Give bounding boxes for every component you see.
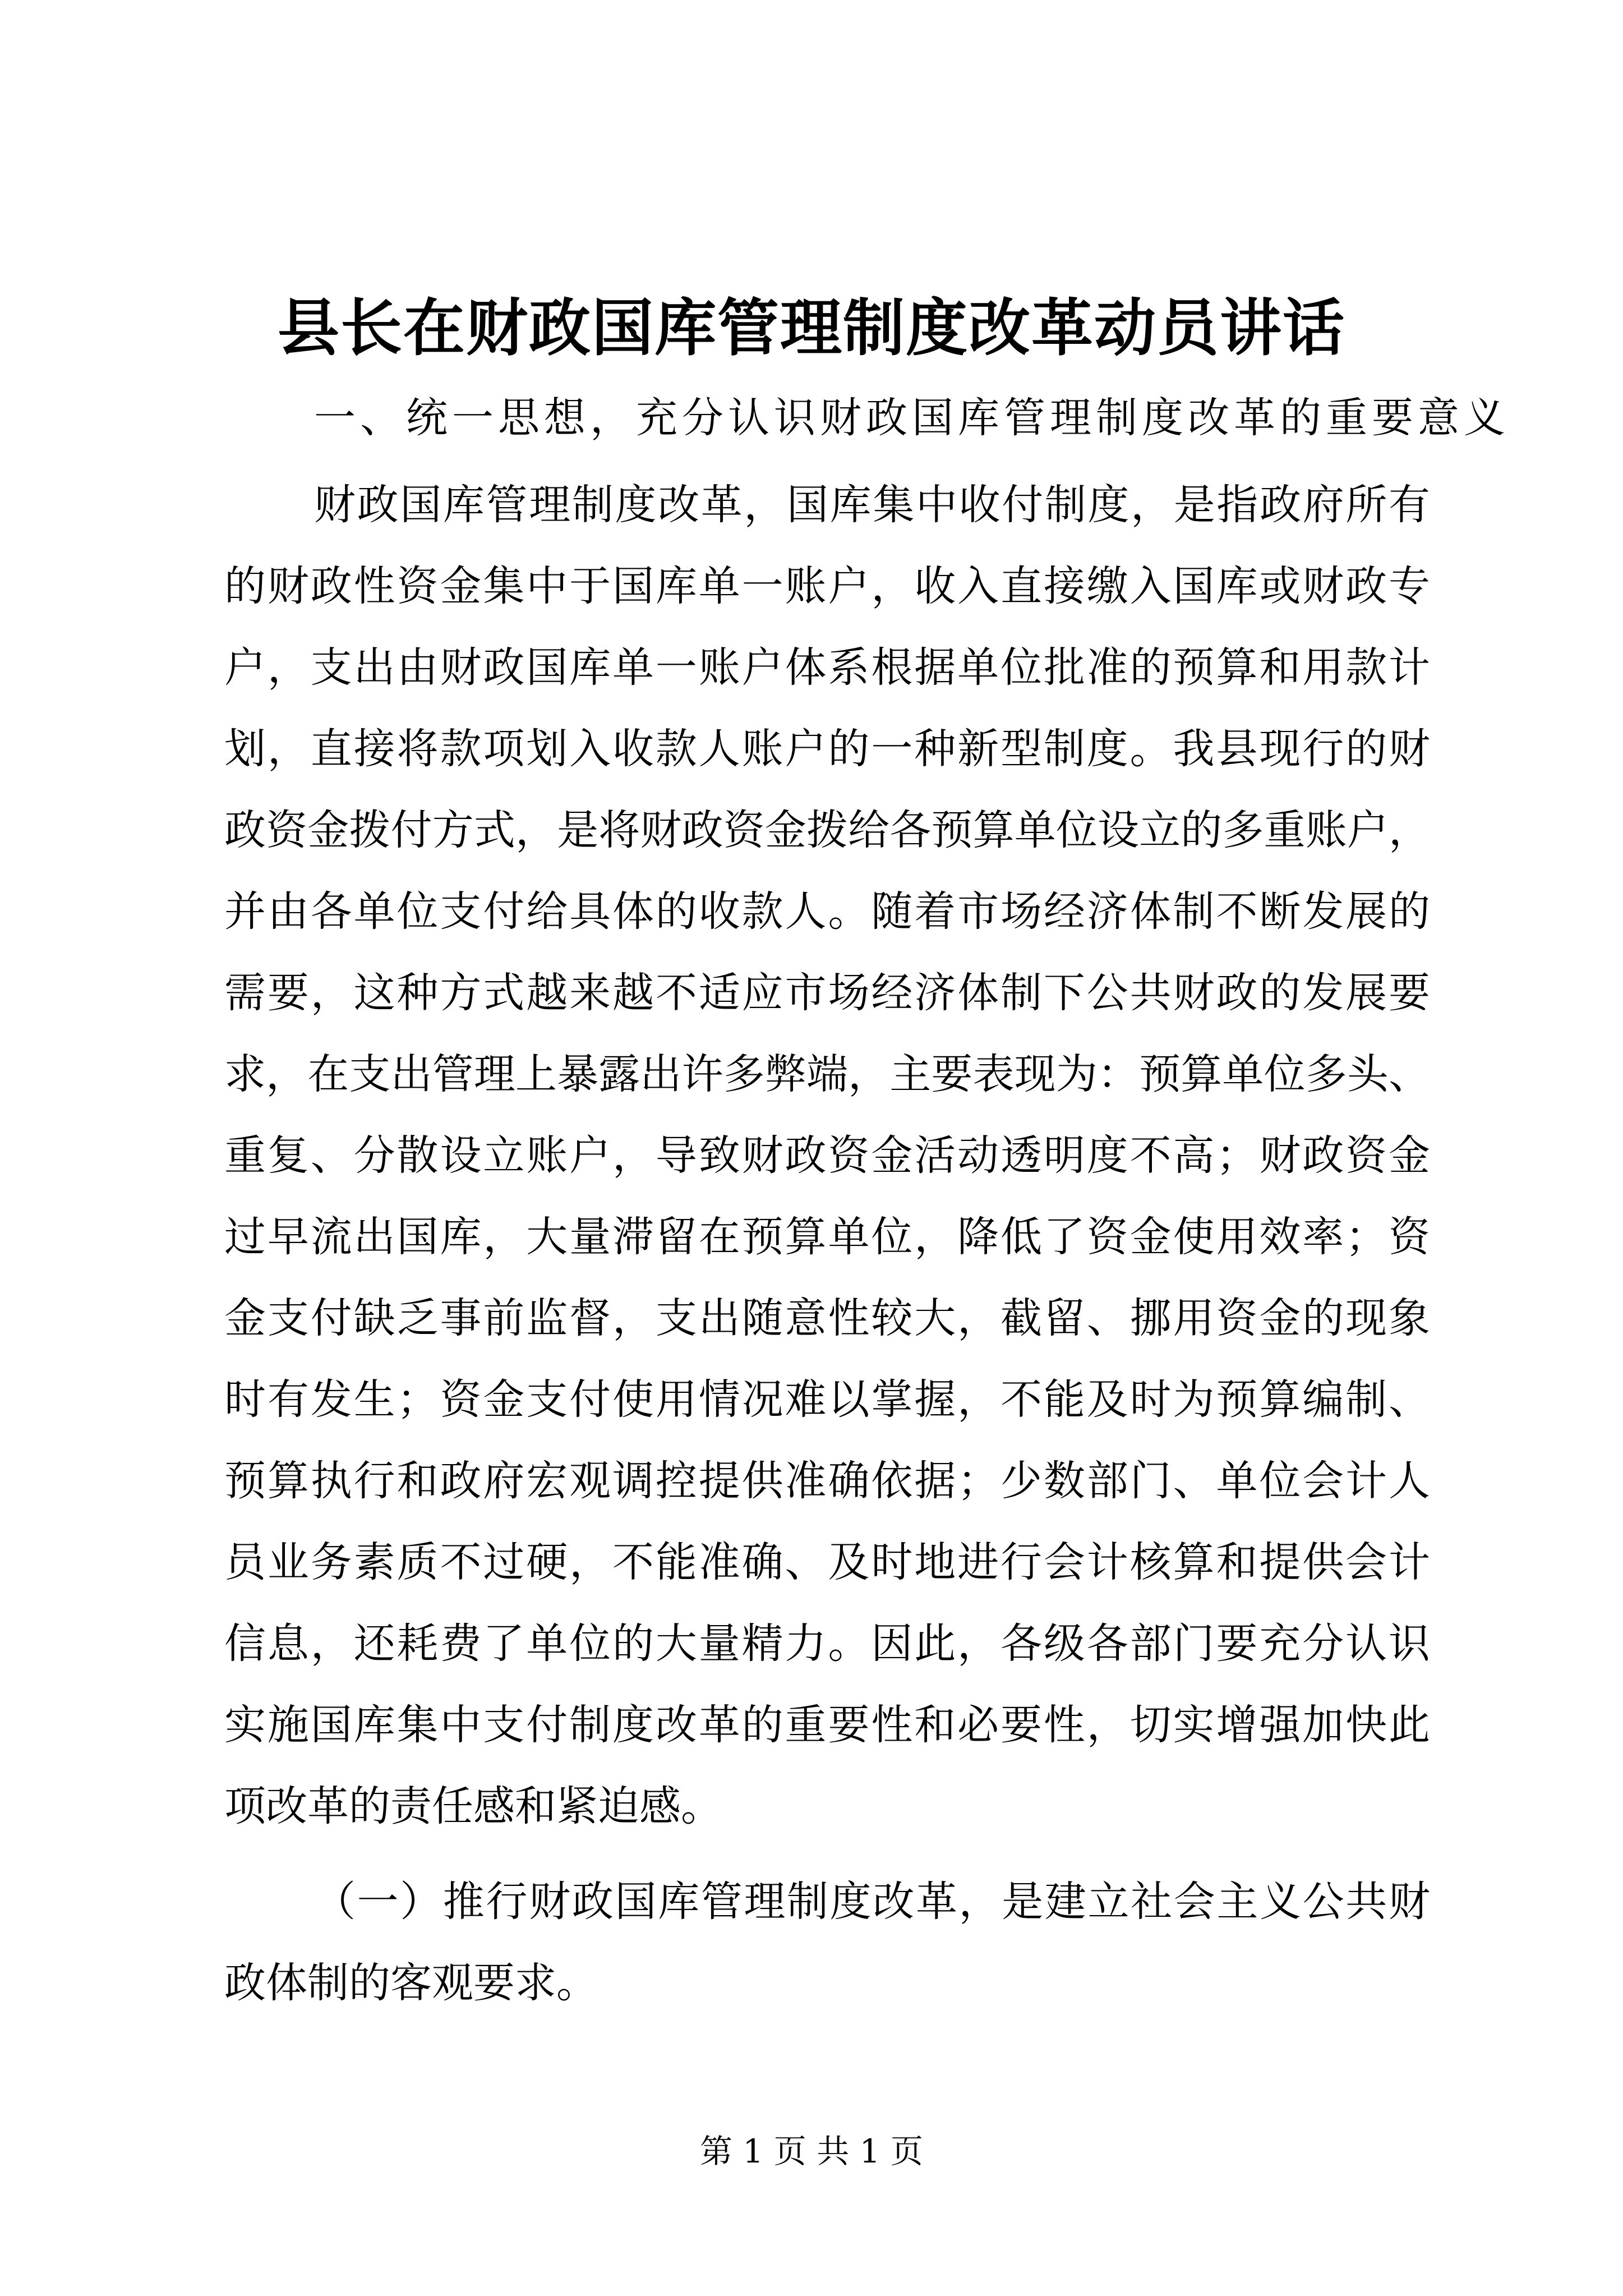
paragraph-line: 并由各单位支付给具体的收款人。随着市场经济体制不断发展的 (224, 887, 1430, 936)
paragraph-line: 信息，还耗费了单位的大量精力。因此，各级各部门要充分认识 (224, 1619, 1430, 1668)
paragraph-line: 户，支出由财政国库单一账户体系根据单位批准的预算和用款计 (224, 643, 1430, 692)
paragraph-line: 政体制的客观要求。 (224, 1959, 598, 2007)
paragraph-line: 时有发生；资金支付使用情况难以掌握，不能及时为预算编制、 (224, 1375, 1430, 1424)
paragraph-line: 员业务素质不过硬，不能准确、及时地进行会计核算和提供会计 (224, 1538, 1430, 1586)
paragraph-line: （一）推行财政国库管理制度改革，是建立社会主义公共财 (314, 1878, 1430, 1926)
paragraph-line: 求，在支出管理上暴露出许多弊端，主要表现为：预算单位多头、 (224, 1050, 1430, 1098)
paragraph-line: 预算执行和政府宏观调控提供准确依据；少数部门、单位会计人 (224, 1457, 1430, 1505)
page-footer: 第 1 页 共 1 页 (700, 2132, 923, 2170)
paragraph-line: 重复、分散设立账户，导致财政资金活动透明度不高；财政资金 (224, 1131, 1430, 1180)
section-heading: 一、统一思想，充分认识财政国库管理制度改革的重要意义 (314, 394, 1510, 442)
paragraph-line: 划，直接将款项划入收款人账户的一种新型制度。我县现行的财 (224, 725, 1430, 773)
paragraph-line: 需要，这种方式越来越不适应市场经济体制下公共财政的发展要 (224, 969, 1430, 1017)
document-title: 县长在财政国库管理制度改革动员讲话 (278, 292, 1345, 364)
paragraph-line: 的财政性资金集中于国库单一账户，收入直接缴入国库或财政专 (224, 562, 1430, 610)
paragraph-line: 过早流出国库，大量滞留在预算单位，降低了资金使用效率；资 (224, 1213, 1430, 1261)
paragraph-line: 项改革的责任感和紧迫感。 (224, 1782, 722, 1830)
paragraph-line: 金支付缺乏事前监督，支出随意性较大，截留、挪用资金的现象 (224, 1294, 1430, 1342)
paragraph-line: 财政国库管理制度改革，国库集中收付制度，是指政府所有 (314, 481, 1430, 529)
paragraph-line: 实施国库集中支付制度改革的重要性和必要性，切实增强加快此 (224, 1701, 1430, 1749)
paragraph-line: 政资金拨付方式，是将财政资金拨给各预算单位设立的多重账户， (224, 806, 1430, 854)
